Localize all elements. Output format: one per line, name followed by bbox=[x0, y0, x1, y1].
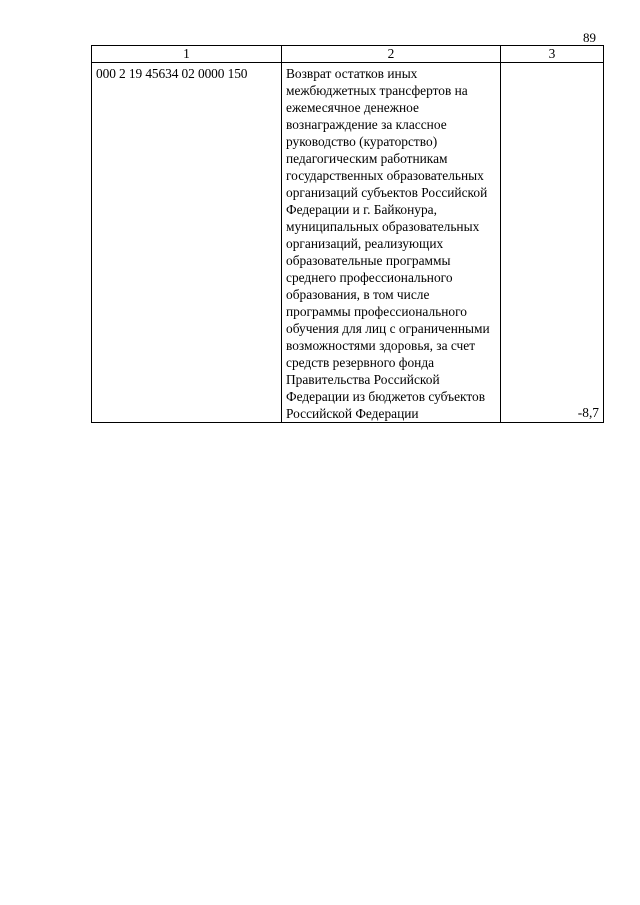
column-header-name: 2 bbox=[282, 46, 501, 63]
income-item-description: Возврат остатков иных межбюджетных трансфертов на ежемесячное денежное вознаграждение за классное руководство (кураторство) педагогическим работникам государственных образовательных организаций субъектов Российской Федерации и г. Байконура, муниципальных образовательных организаций, реализующих образовательные программы среднего профессионального образования, в том числе программы профессионального обучения для лиц с ограниченными возможностями здоровья, за счет средств резервного фонда Правительства Российской Федерации из бюджетов субъектов Российской Федерации bbox=[282, 63, 501, 423]
amount-value: -8,7 bbox=[501, 63, 604, 423]
column-header-code: 1 bbox=[92, 46, 282, 63]
budget-classification-code: 000 2 19 45634 02 0000 150 bbox=[92, 63, 282, 423]
column-header-amount: 3 bbox=[501, 46, 604, 63]
budget-table bbox=[91, 45, 604, 423]
table-header-row bbox=[92, 46, 604, 63]
page-number: 89 bbox=[583, 30, 596, 45]
table-row bbox=[92, 63, 604, 423]
